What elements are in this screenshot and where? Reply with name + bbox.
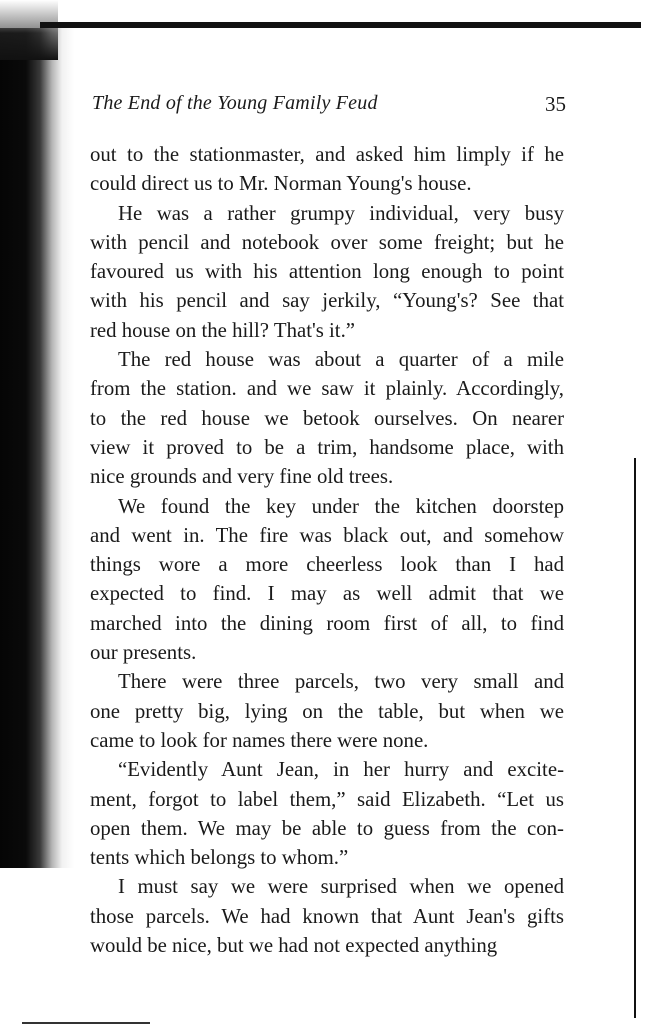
text-line: our presents. [90, 641, 197, 665]
text-line: from the station. and we saw it plainly. Accordingly, [90, 377, 564, 401]
text-line: with his pencil and say jerkily, “Young's? See that [90, 289, 564, 313]
text-line: favoured us with his attention long enough to point [90, 260, 564, 284]
text-line: tents which belongs to whom.” [90, 846, 349, 870]
paragraph [90, 872, 564, 960]
text-line: nice grounds and very fine old trees. [90, 465, 394, 489]
bottom-scan-edge [22, 1022, 150, 1024]
text-line: open them. We may be able to guess from the con- [90, 816, 564, 840]
text-line: with pencil and notebook over some freight; but he [90, 230, 564, 254]
text-line: view it proved to be a trim, handsome place, with [90, 435, 564, 459]
paragraph [90, 345, 564, 491]
text-line: There were three parcels, two very small and [118, 670, 564, 694]
top-scan-edge [40, 22, 641, 28]
right-scan-edge [634, 458, 636, 1018]
text-line: out to the stationmaster, and asked him limply if he [90, 143, 564, 166]
text-line: things wore a more cheerless look than I had [90, 553, 564, 577]
body-text [90, 140, 564, 960]
text-line: one pretty big, lying on the table, but when we [90, 699, 564, 723]
text-line: came to look for names there were none. [90, 728, 429, 752]
running-head [92, 92, 566, 122]
text-line: could direct us to Mr. Norman Young's house. [90, 172, 472, 196]
text-line: those parcels. We had known that Aunt Jean's gifts [90, 904, 564, 928]
text-line: ment, forgot to label them,” said Elizabeth. “Let us [90, 787, 564, 811]
spine-shadow-top [0, 0, 58, 60]
paragraph [90, 492, 564, 668]
page-number: 35 [545, 92, 566, 116]
text-line: We found the key under the kitchen doorstep [118, 494, 564, 518]
text-line: I must say we were surprised when we opened [118, 875, 564, 899]
text-line: The red house was about a quarter of a mile [118, 348, 564, 372]
spine-shadow [0, 28, 74, 868]
text-line: would be nice, but we had not expected anything [90, 934, 498, 958]
text-line: red house on the hill? That's it.” [90, 318, 355, 342]
text-line: expected to find. I may as well admit that we [90, 582, 564, 606]
running-title: The End of the Young Family Feud [92, 92, 378, 114]
paragraph [90, 755, 564, 872]
paragraph [90, 199, 564, 345]
text-line: and went in. The fire was black out, and somehow [90, 523, 564, 547]
text-line: marched into the dining room first of all, to find [90, 611, 564, 635]
paragraph [90, 140, 564, 199]
text-line: “Evidently Aunt Jean, in her hurry and excite- [118, 758, 564, 782]
text-line: He was a rather grumpy individual, very busy [118, 201, 564, 225]
paragraph [90, 667, 564, 755]
text-line: to the red house we betook ourselves. On nearer [90, 406, 564, 430]
